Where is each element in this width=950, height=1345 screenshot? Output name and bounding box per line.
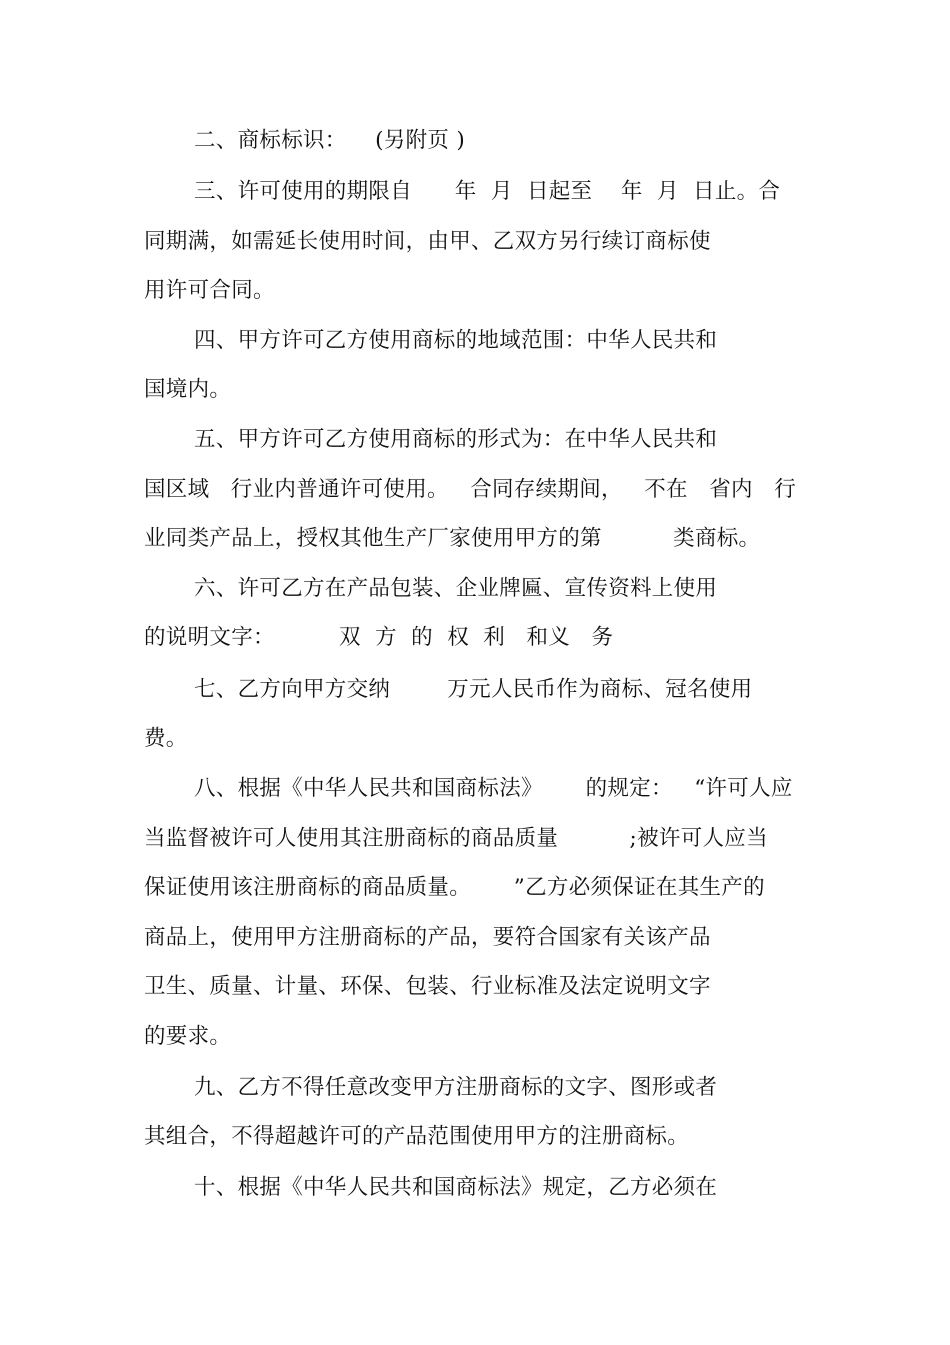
clause-3-line-1: 三、许可使用的期限自 年 月 日起至 年 月 日止。合 — [194, 179, 781, 204]
clause-4-line-1: 四、甲方许可乙方使用商标的地域范围：中华人民共和 — [194, 328, 718, 353]
clause-6-line-1: 六、许可乙方在产品包装、企业牌匾、宣传资料上使用 — [194, 576, 718, 601]
clause-8-line-5: 卫生、质量、计量、环保、包装、行业标准及法定说明文字 — [144, 974, 711, 999]
clause-5-line-3: 业同类产品上，授权其他生产厂家使用甲方的第 类商标。 — [144, 526, 761, 551]
clause-2-line-1: 二、商标标识： (另附页 ) — [194, 128, 466, 153]
clause-3-line-3: 用许可合同。 — [144, 278, 275, 303]
clause-5-line-1: 五、甲方许可乙方使用商标的形式为：在中华人民共和 — [194, 427, 718, 452]
clause-9-line-1: 九、乙方不得任意改变甲方注册商标的文字、图形或者 — [194, 1075, 718, 1100]
clause-8-line-2: 当监督被许可人使用其注册商标的商品质量 ;被许可人应当 — [144, 826, 768, 851]
clause-4-line-2: 国境内。 — [144, 377, 232, 402]
clause-8-line-4: 商品上，使用甲方注册商标的产品，要符合国家有关该产品 — [144, 925, 711, 950]
clause-8-line-6: 的要求。 — [144, 1024, 232, 1049]
clause-7-line-1: 七、乙方向甲方交纳 万元人民币作为商标、冠名使用 — [194, 677, 753, 702]
clause-8-line-1: 八、根据《中华人民共和国商标法》 的规定： “许可人应 — [194, 776, 793, 801]
clause-3-line-2: 同期满，如需延长使用时间，由甲、乙双方另行续订商标使 — [144, 229, 711, 254]
clause-9-line-2: 其组合，不得超越许可的产品范围使用甲方的注册商标。 — [144, 1124, 690, 1149]
clause-5-line-2: 国区域 行业内普通许可使用。 合同存续期间， 不在 省内 行 — [144, 477, 797, 502]
clause-10-line-1: 十、根据《中华人民共和国商标法》规定，乙方必须在 — [194, 1175, 718, 1200]
clause-6-line-2: 的说明文字： 双 方 的 权 利 和义 务 — [144, 625, 614, 650]
clause-8-line-3: 保证使用该注册商标的商品质量。 ”乙方必须保证在其生产的 — [144, 875, 765, 900]
clause-7-line-2: 费。 — [144, 726, 188, 751]
